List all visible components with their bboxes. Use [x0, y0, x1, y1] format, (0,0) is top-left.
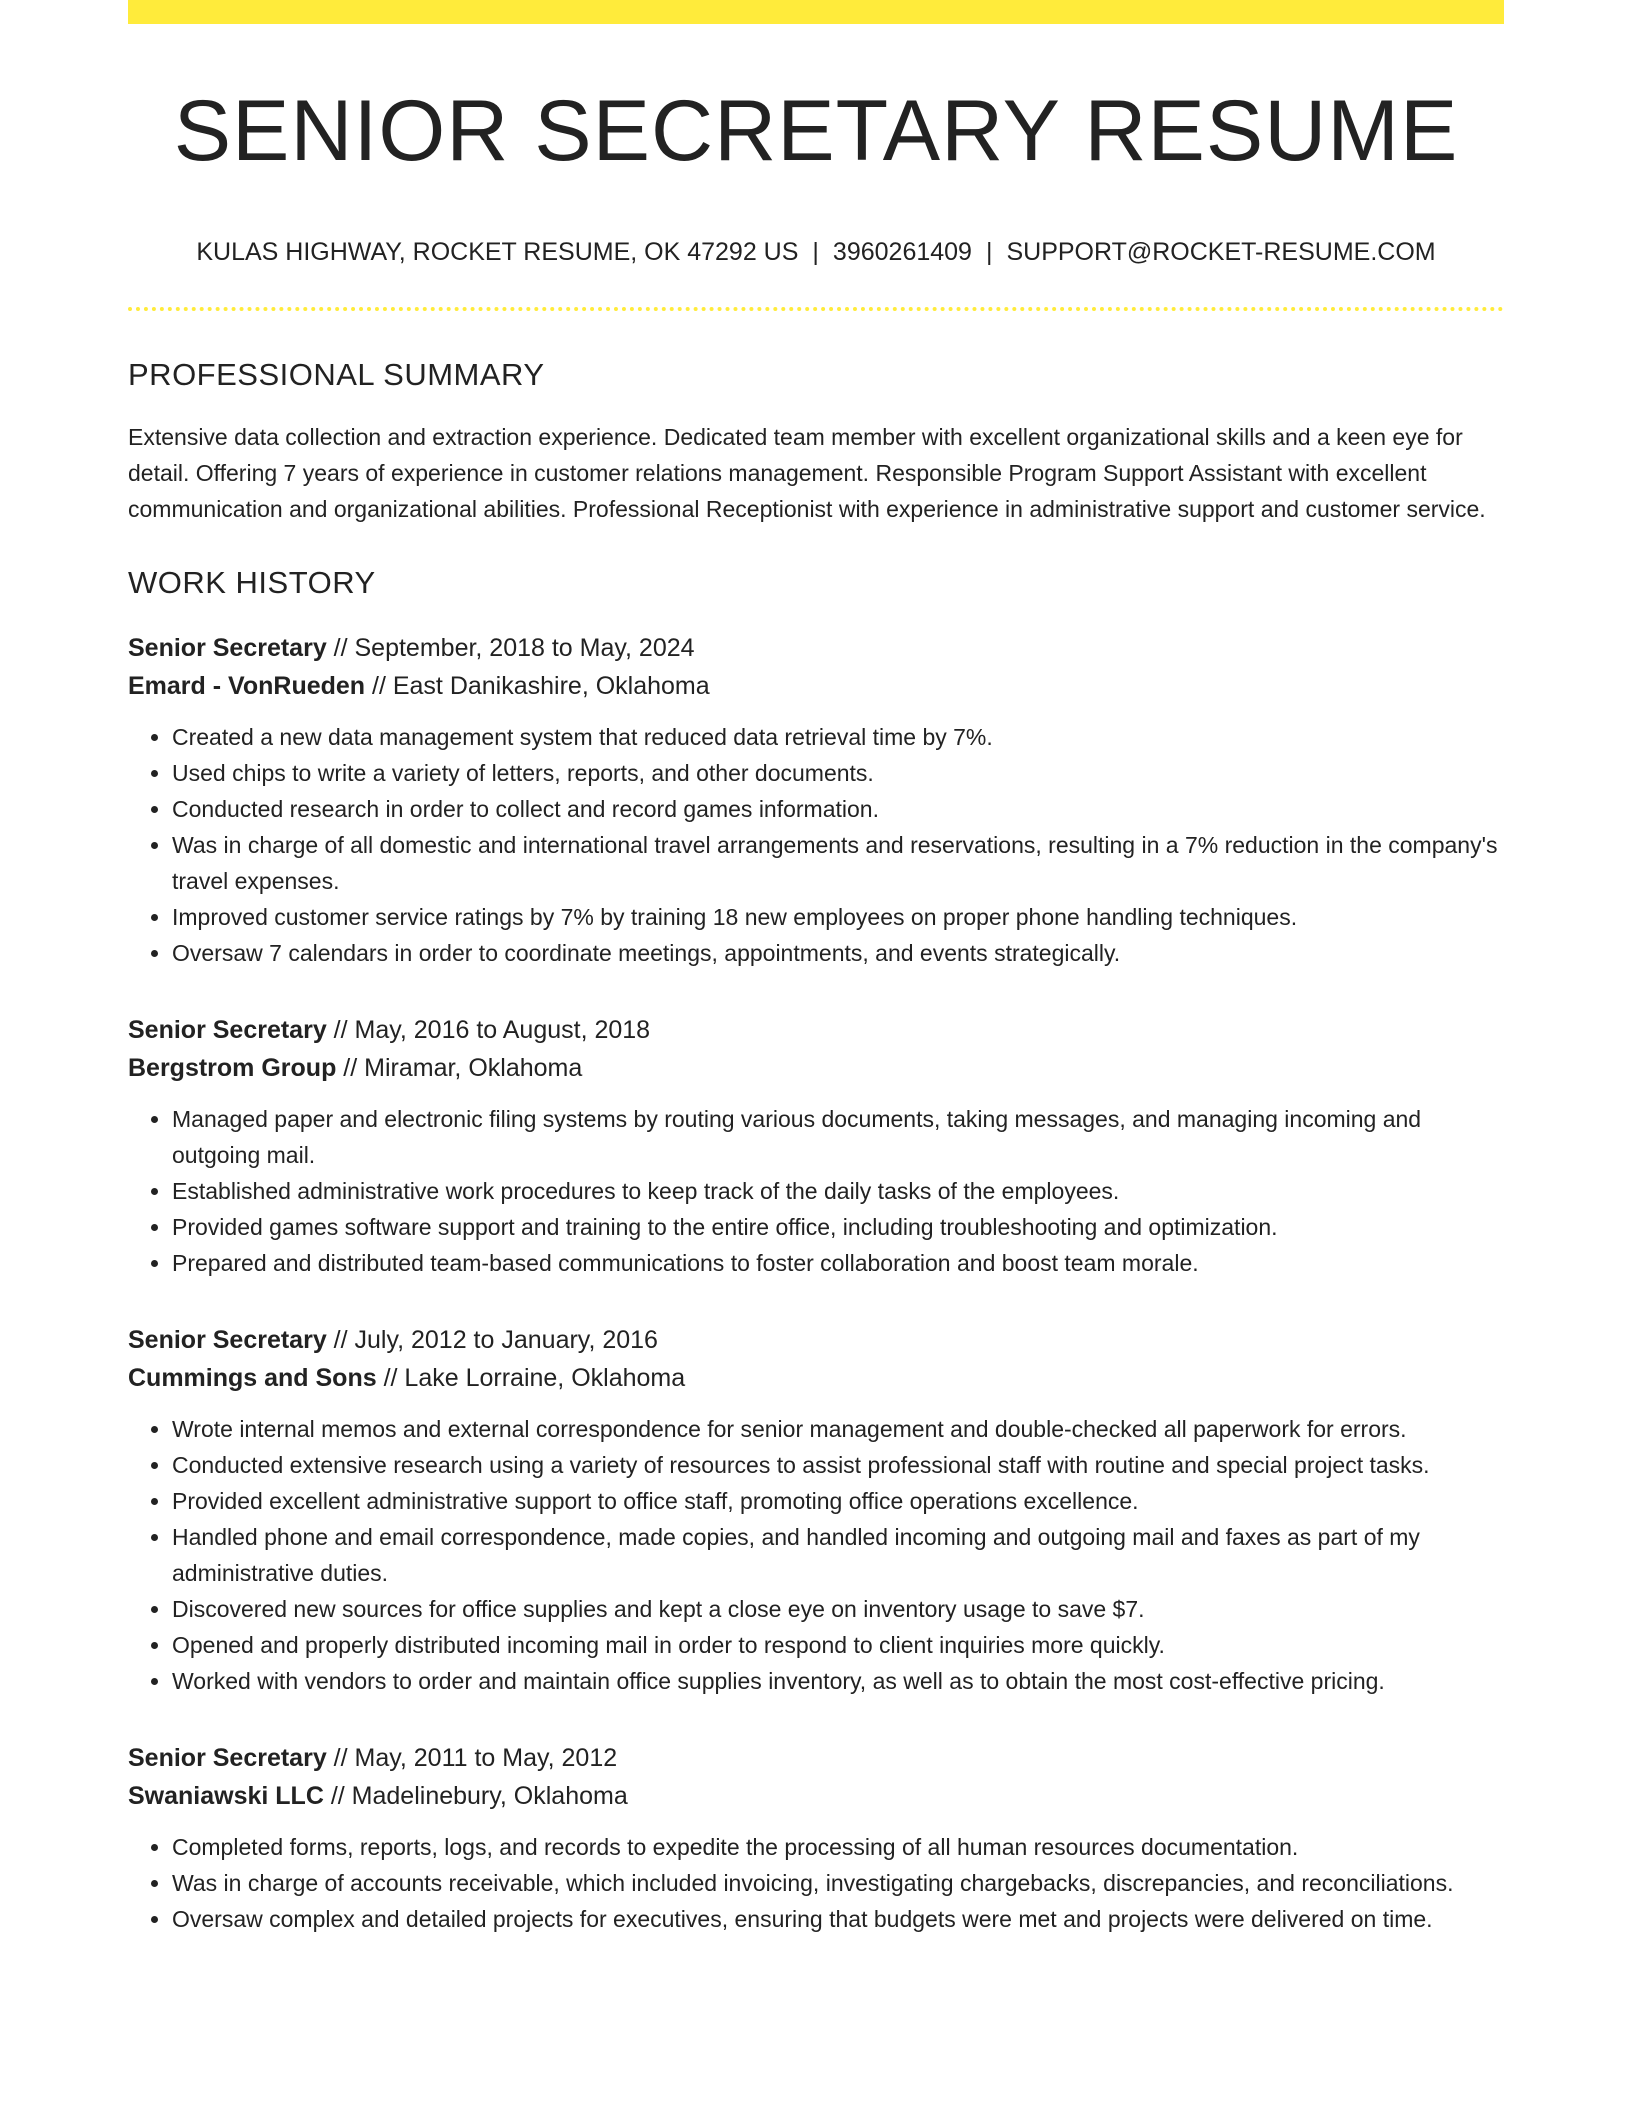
contact-separator: |	[812, 237, 819, 266]
job-bullet: • Created a new data management system that reduced data retrieval time by 7%.	[172, 719, 1504, 755]
contact-line	[128, 237, 1504, 267]
job-bullet: • Prepared and distributed team-based communications to foster collaboration and boost team morale.	[172, 1245, 1504, 1281]
summary-heading: PROFESSIONAL SUMMARY	[128, 356, 545, 392]
job-title: Senior Secretary	[128, 1325, 327, 1354]
job-bullet: • Opened and properly distributed incoming mail in order to respond to client inquiries more quickly.	[172, 1627, 1504, 1663]
contact-email: SUPPORT@ROCKET-RESUME.COM	[1006, 237, 1436, 266]
job-dates: // May, 2011 to May, 2012	[326, 1743, 618, 1772]
job-title: Senior Secretary	[128, 1743, 327, 1772]
job-entry	[128, 1739, 1504, 1937]
job-bullet: • Improved customer service ratings by 7% by training 18 new employees on proper phone handling techniques.	[172, 899, 1504, 935]
job-bullets	[128, 1101, 1504, 1281]
work-history-list	[128, 629, 1504, 1937]
dotted-divider	[128, 307, 1504, 311]
job-bullets	[128, 1829, 1504, 1937]
job-title-line	[128, 1011, 1504, 1049]
job-company: Cummings and Sons	[128, 1363, 377, 1392]
job-title: Senior Secretary	[128, 1015, 327, 1044]
job-bullet: • Oversaw 7 calendars in order to coordinate meetings, appointments, and events strategically.	[172, 935, 1504, 971]
job-bullet: • Used chips to write a variety of letters, reports, and other documents.	[172, 755, 1504, 791]
job-dates: // May, 2016 to August, 2018	[326, 1015, 651, 1044]
job-bullet: • Managed paper and electronic filing systems by routing various documents, taking messages, and managing incoming and outgoing mail.	[172, 1101, 1504, 1173]
summary-text: Extensive data collection and extraction experience. Dedicated team member with excellent organizational skills and a keen eye for detail. Offering 7 years of experience in customer relations management. Responsible Program Support Assistant with excellent communication and organizational abilities. Professional Receptionist with experience in administrative support and customer service.	[128, 423, 1486, 522]
job-title-line	[128, 629, 1504, 667]
job-dates: // September, 2018 to May, 2024	[326, 633, 695, 662]
job-bullet: • Oversaw complex and detailed projects for executives, ensuring that budgets were met and projects were delivered on time.	[172, 1901, 1504, 1937]
job-bullet: • Conducted extensive research using a variety of resources to assist professional staff with routine and special project tasks.	[172, 1447, 1504, 1483]
job-bullets	[128, 1411, 1504, 1699]
job-bullet: • Conducted research in order to collect and record games information.	[172, 791, 1504, 827]
job-entry	[128, 629, 1504, 971]
job-entry	[128, 1011, 1504, 1281]
job-bullet: • Worked with vendors to order and maintain office supplies inventory, as well as to obtain the most cost-effective pricing.	[172, 1663, 1504, 1699]
job-company-line	[128, 1049, 1504, 1087]
job-bullet: • Provided games software support and training to the entire office, including troubleshooting and optimization.	[172, 1209, 1504, 1245]
job-company-line	[128, 667, 1504, 705]
job-company: Emard - VonRueden	[128, 671, 366, 700]
job-bullet: • Completed forms, reports, logs, and records to expedite the processing of all human resources documentation.	[172, 1829, 1504, 1865]
job-bullet: • Discovered new sources for office supplies and kept a close eye on inventory usage to save $7.	[172, 1591, 1504, 1627]
job-title-line	[128, 1739, 1504, 1777]
job-bullet: • Was in charge of all domestic and international travel arrangements and reservations, resulting in a 7% reduction in the company's travel expenses.	[172, 827, 1504, 899]
job-title: Senior Secretary	[128, 633, 327, 662]
job-company: Bergstrom Group	[128, 1053, 337, 1082]
contact-address: KULAS HIGHWAY, ROCKET RESUME, OK 47292 US	[196, 237, 799, 266]
resume-title: SENIOR SECRETARY RESUME	[173, 83, 1459, 179]
job-location: // Lake Lorraine, Oklahoma	[376, 1363, 686, 1392]
job-bullets	[128, 719, 1504, 971]
resume-page	[128, 0, 1504, 1937]
contact-separator: |	[985, 237, 993, 266]
job-bullet: • Provided excellent administrative support to office staff, promoting office operations excellence.	[172, 1483, 1504, 1519]
work-history-heading: WORK HISTORY	[128, 564, 376, 600]
job-entry	[128, 1321, 1504, 1699]
job-title-line	[128, 1321, 1504, 1359]
job-company-line	[128, 1777, 1504, 1815]
job-bullet: • Wrote internal memos and external correspondence for senior management and double-checked all paperwork for errors.	[172, 1411, 1504, 1447]
job-company: Swaniawski LLC	[128, 1781, 324, 1810]
job-location: // East Danikashire, Oklahoma	[365, 671, 710, 700]
job-bullet: • Established administrative work procedures to keep track of the daily tasks of the employees.	[172, 1173, 1504, 1209]
job-dates: // July, 2012 to January, 2016	[326, 1325, 658, 1354]
job-bullet: • Handled phone and email correspondence, made copies, and handled incoming and outgoing mail and faxes as part of my administrative duties.	[172, 1519, 1504, 1591]
contact-phone: 3960261409	[832, 237, 972, 266]
job-location: // Miramar, Oklahoma	[336, 1053, 583, 1082]
job-location: // Madelinebury, Oklahoma	[323, 1781, 628, 1810]
job-bullet: • Was in charge of accounts receivable, which included invoicing, investigating chargebacks, discrepancies, and reconciliations.	[172, 1865, 1504, 1901]
accent-top-bar	[128, 0, 1504, 24]
job-company-line	[128, 1359, 1504, 1397]
